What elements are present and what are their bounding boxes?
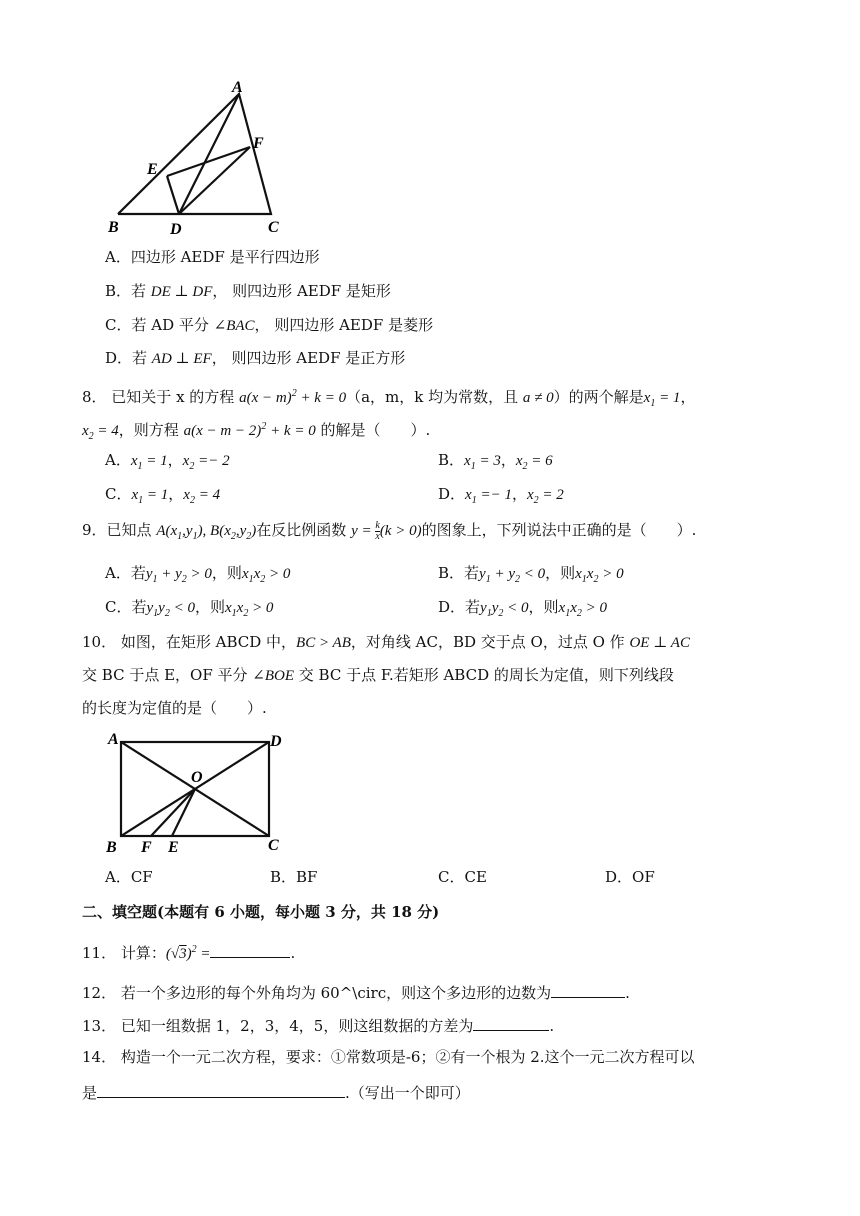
q10-l1d: OE ⊥ AC: [629, 635, 690, 651]
q7-d-pre: D．若: [105, 349, 152, 367]
q9-function: y = $\frac{k}{x}$ (k > 0): [351, 520, 422, 543]
q13: [82, 1014, 554, 1036]
q8-option-c[interactable]: C．$x_1 = 1$，$x_2 = 4$: [105, 485, 221, 506]
label-d: D: [170, 221, 182, 238]
q10-l1a: 10． 如图，在矩形 ABCD 中，: [82, 633, 297, 651]
q12-pre: 12． 若一个多边形的每个外角均为 60^\circ，则这个多边形的边数为: [82, 984, 552, 1002]
q12: [82, 981, 630, 1003]
q8-text-b: （a，m，k 均为常数，且: [346, 388, 523, 406]
q12-answer-blank[interactable]: [551, 981, 625, 998]
q9-option-a[interactable]: A．若$y_1 + y_2 > 0$，则$x_1x_2 > 0$: [105, 564, 291, 585]
q8-c-label: C．: [105, 485, 132, 503]
q7-option-b[interactable]: [105, 281, 391, 302]
q8-option-a[interactable]: A．$x_1 = 1$，$x_2 =- 2$: [105, 451, 230, 472]
q9-b-mid: ，则: [545, 564, 576, 582]
q9-d-mid: ，则: [528, 598, 559, 616]
q8-d-label: D．: [438, 485, 466, 503]
q8-text-l2b: 的解是（ ）.: [315, 421, 431, 439]
q10-l2a: 交 BC 于点 E，OF 平分: [82, 666, 253, 684]
q7-c-post: ， 则四边形 AEDF 是菱形: [254, 316, 434, 334]
q11-post: .: [290, 944, 296, 962]
q9-b-pre: B．若: [438, 564, 480, 582]
q10-line-3: 的长度为定值的是（ ）.: [82, 699, 267, 717]
section-2-heading: 二、填空题(本题有 6 小题，每小题 3 分，共 18 分): [82, 903, 440, 921]
q8-line-2: [82, 417, 430, 447]
q10-l1b: BC > AB: [296, 635, 351, 651]
q10-option-d[interactable]: D．OF: [605, 868, 655, 886]
q10-option-c[interactable]: C．CE: [438, 868, 487, 886]
q7-option-d[interactable]: [105, 348, 405, 369]
q14-answer-blank[interactable]: [97, 1081, 345, 1098]
q8-condition: a ≠ 0: [522, 390, 554, 406]
q13-pre: 13． 已知一组数据 1，2，3，4，5，则这组数据的方差为: [82, 1017, 474, 1035]
q7-b-pre: B．若: [105, 282, 151, 300]
label-f: F: [253, 135, 264, 152]
label-e: E: [147, 161, 158, 178]
label-c: C: [268, 219, 279, 236]
q11-expression: $(√3)^2$ =: [165, 944, 211, 962]
q13-post: .: [549, 1017, 555, 1035]
label-d: D: [270, 733, 282, 750]
q7-option-a[interactable]: A．四边形 AEDF 是平行四边形: [105, 248, 320, 266]
q8-option-d[interactable]: D．$x_1 =- 1$，$x_2 = 2$: [438, 485, 564, 506]
q10-l2c: 交 BC 于点 F.若矩形 ABCD 的周长为定值，则下列线段: [294, 666, 674, 684]
q10-line-2: [82, 665, 674, 686]
q10-option-a[interactable]: A．CF: [105, 868, 153, 886]
q9-option-c[interactable]: C．若$y_1y_2 < 0$，则$x_1x_2 > 0$: [105, 598, 274, 619]
label-a: A: [232, 80, 243, 96]
q9-a-mid: ，则: [211, 564, 242, 582]
q14-post: .（写出一个即可）: [345, 1084, 470, 1102]
q11-pre: 11． 计算：: [82, 944, 166, 962]
q8-x1: $x_1 = 1$: [643, 390, 681, 409]
label-b: B: [108, 219, 119, 236]
q11-answer-blank[interactable]: [210, 941, 290, 958]
label-e: E: [168, 839, 179, 856]
q9-pre: 9．已知点: [82, 521, 157, 539]
q7-d-math: AD ⊥ EF: [151, 351, 212, 367]
q9-a-pre: A．若: [105, 564, 146, 582]
q14-line-2: [82, 1081, 470, 1103]
q8-b-label: B．: [438, 451, 465, 469]
q9-option-b[interactable]: B．若$y_1 + y_2 < 0$，则$x_1x_2 > 0$: [438, 564, 624, 585]
q7-c-pre: C．若 AD 平分: [105, 316, 214, 334]
q9-d-pre: D．若: [438, 598, 481, 616]
q8-option-b[interactable]: B．$x_1 = 3$，$x_2 = 6$: [438, 451, 553, 472]
q8-line-1: 8． 已知关于 x 的方程 $a(x - m)^2 + k = 0(a$，m，k 均为常数，且 a ≠ 0）的两个解是$x_1 = 1$，: [82, 388, 696, 409]
q12-post: .: [625, 984, 630, 1002]
q9-option-d[interactable]: D．若$y_1y_2 < 0$，则$x_1x_2 > 0$: [438, 598, 607, 619]
q8-a-label: A．: [105, 451, 131, 469]
q10-l2b: ∠BOE: [252, 668, 295, 684]
q8-text-d: ）的两个解是: [553, 388, 644, 406]
q9-frac-den: x: [375, 531, 380, 543]
q9-stem: [82, 520, 696, 547]
q14-line-1: 14． 构造一个一元二次方程，要求：①常数项是-6；②有一个根为 2.这个一元二次方程可以: [82, 1048, 695, 1066]
q7-d-post: ， 则四边形 AEDF 是正方形: [211, 349, 406, 367]
q9-points: $A(x_1,y_1)$, $B(x_2,y_2)$: [156, 523, 257, 542]
q9-mid: 在反比例函数: [256, 521, 352, 539]
q9-c-mid: ，则: [194, 598, 225, 616]
q8-text-a: 8． 已知关于 x 的方程: [82, 388, 240, 406]
q9-post: 的图象上，下列说法中正确的是（ ）.: [421, 521, 697, 539]
q9-fraction: [375, 521, 379, 542]
q9-frac-num: k: [375, 520, 380, 532]
q7-option-c[interactable]: [105, 315, 433, 336]
label-o: O: [191, 769, 203, 786]
q14-pre: 是: [82, 1084, 98, 1102]
figure-rectangle-abcd: [100, 728, 300, 858]
q7-b-math: DE ⊥ DF: [150, 284, 213, 300]
label-a: A: [108, 731, 119, 748]
q13-answer-blank[interactable]: [473, 1014, 549, 1031]
label-f: F: [141, 839, 152, 856]
q10-line-1: [82, 632, 690, 653]
q7-b-post: ， 则四边形 AEDF 是矩形: [212, 282, 391, 300]
q8-equation-1: $a(x - m)^2 + k = 0$: [239, 388, 347, 406]
label-c: C: [268, 837, 279, 854]
label-b: B: [106, 839, 117, 856]
q7-c-math: ∠BAC: [213, 318, 255, 334]
figure-triangle-aedf: [100, 80, 300, 240]
q10-option-b[interactable]: B．BF: [270, 868, 318, 886]
q10-l1c: ，对角线 AC，BD 交于点 O，过点 O 作: [350, 633, 630, 651]
q8-equation-2: $a(x - m - 2)^2 + k = 0$: [183, 421, 316, 439]
q9-c-pre: C．若: [105, 598, 147, 616]
q11: [82, 940, 295, 964]
q8-x2: $x_2 = 4$: [82, 423, 119, 442]
q8-text-l2a: ，则方程: [118, 421, 184, 439]
